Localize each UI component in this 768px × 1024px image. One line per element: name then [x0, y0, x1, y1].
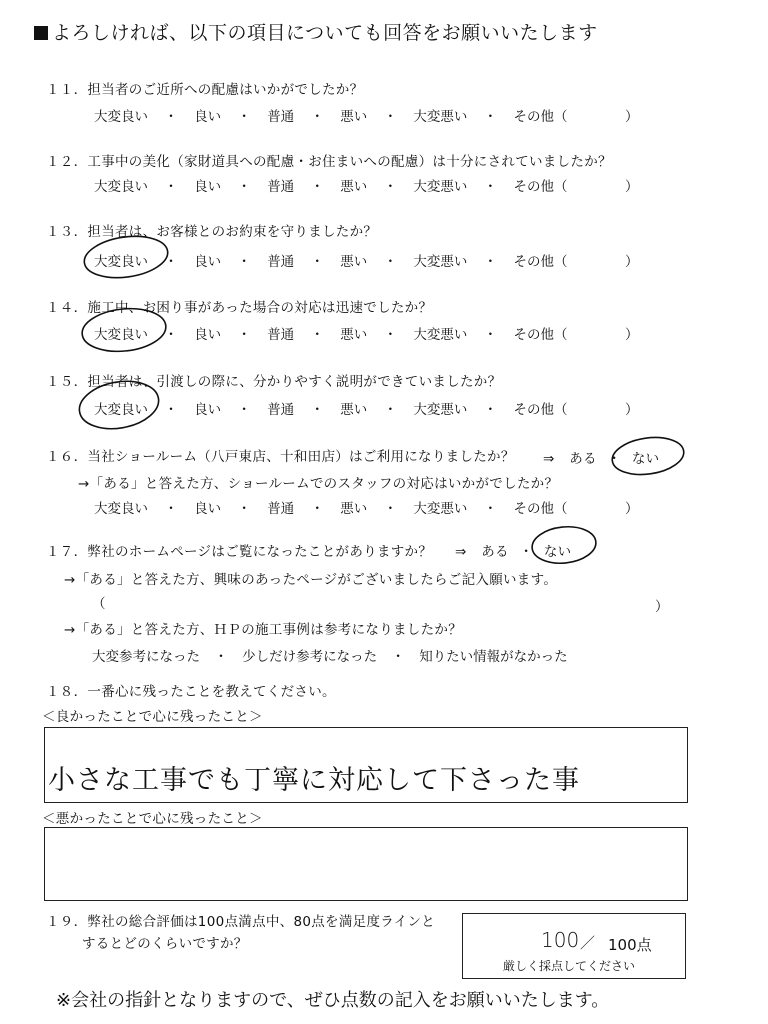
- separator: ・: [164, 501, 178, 517]
- other-close-paren: ）: [625, 254, 639, 270]
- option-very-bad[interactable]: 大変悪い: [413, 109, 468, 125]
- separator: ・: [483, 327, 498, 343]
- other-close-paren: ）: [625, 501, 639, 517]
- option-good[interactable]: 良い: [194, 109, 222, 125]
- separator: ・: [310, 501, 324, 517]
- good-memory-label: ＜良かったことで心に残ったこと＞: [42, 709, 263, 725]
- separator: ・: [483, 501, 498, 517]
- score-note: 厳しく採点してください: [503, 959, 636, 973]
- arrow-right-icon: ⇒: [543, 451, 555, 467]
- other-close-paren: ）: [625, 402, 639, 418]
- q17-followup-2: →「ある」と答えた方、ＨＰの施工事例は参考になりましたか？: [64, 622, 463, 638]
- option-good[interactable]: 良い: [194, 501, 222, 517]
- bad-memory-label: ＜悪かったことで心に残ったこと＞: [42, 811, 263, 827]
- separator: ・: [164, 327, 178, 343]
- q16-answer-row: [543, 447, 659, 467]
- option-average[interactable]: 普通: [267, 501, 295, 517]
- option-very-bad[interactable]: 大変悪い: [413, 501, 468, 517]
- option-bad[interactable]: 悪い: [340, 109, 368, 125]
- option-very-good[interactable]: 大変良い: [94, 109, 148, 125]
- separator: ・: [383, 179, 398, 195]
- q17-followup-1: →「ある」と答えた方、興味のあったページがございましたらご記入願います。: [64, 572, 558, 588]
- option-bad[interactable]: 悪い: [340, 327, 368, 343]
- separator: ・: [237, 109, 251, 125]
- question-18: １８．一番心に残ったことを教えてください。: [46, 684, 336, 700]
- options-16: [94, 497, 567, 517]
- option-other[interactable]: その他（: [513, 109, 568, 125]
- q16-option-yes[interactable]: ある: [569, 451, 597, 467]
- option-other[interactable]: その他（: [513, 327, 568, 343]
- separator: ・: [383, 109, 398, 125]
- separator: ・: [383, 327, 398, 343]
- question-13: １３．担当者は、お客様とのお約束を守りましたか？: [46, 224, 378, 240]
- q17-paren-open: （: [92, 596, 106, 612]
- separator: ・: [310, 402, 324, 418]
- score-max: 100点: [608, 936, 652, 954]
- option-good[interactable]: 良い: [194, 179, 222, 195]
- option-average[interactable]: 普通: [267, 109, 295, 125]
- separator: ・: [383, 254, 398, 270]
- option-average[interactable]: 普通: [267, 179, 295, 195]
- separator: ・: [483, 109, 498, 125]
- separator: ・: [310, 109, 324, 125]
- question-11: １１．担当者のご近所への配慮はいかがでしたか？: [46, 82, 364, 98]
- option-other[interactable]: その他（: [513, 501, 568, 517]
- option-bad[interactable]: 悪い: [340, 402, 368, 418]
- separator: ・: [164, 254, 178, 270]
- bad-memory-box[interactable]: [44, 827, 688, 901]
- option-other[interactable]: その他（: [513, 402, 568, 418]
- question-15: １５．担当者は、引渡しの際に、分かりやすく説明ができていましたか？: [46, 374, 502, 390]
- separator: ・: [310, 327, 324, 343]
- arrow-right-icon: ⇒: [455, 544, 467, 560]
- separator: ・: [237, 327, 251, 343]
- separator: ・: [237, 402, 251, 418]
- option-good[interactable]: 良い: [194, 254, 222, 270]
- option-bad[interactable]: 悪い: [340, 179, 368, 195]
- question-14: １４．施工中、お困り事があった場合の対応は迅速でしたか？: [46, 300, 433, 316]
- separator: ・: [607, 451, 622, 467]
- options-15: [94, 398, 567, 418]
- option-very-good-selected[interactable]: 大変良い: [94, 254, 148, 270]
- option-bad[interactable]: 悪い: [340, 501, 368, 517]
- option-very-helpful[interactable]: 大変参考になった: [92, 649, 200, 665]
- option-average[interactable]: 普通: [267, 402, 295, 418]
- other-close-paren: ）: [625, 327, 639, 343]
- separator: ・: [310, 254, 324, 270]
- option-very-bad[interactable]: 大変悪い: [413, 402, 468, 418]
- question-17: １７．弊社のホームページはご覧になったことがありますか？: [46, 544, 433, 560]
- separator: ・: [483, 179, 498, 195]
- option-very-good-selected[interactable]: 大変良い: [94, 402, 148, 418]
- options-13: [94, 250, 567, 270]
- q17-option-yes[interactable]: ある: [481, 544, 509, 560]
- option-very-good[interactable]: 大変良い: [94, 501, 148, 517]
- options-11: [94, 105, 567, 125]
- separator: ・: [214, 649, 228, 665]
- separator: ・: [237, 179, 251, 195]
- option-very-bad[interactable]: 大変悪い: [413, 254, 468, 270]
- footer-note: ※会社の指針となりますので、ぜひ点数の記入をお願いいたします。: [56, 990, 610, 1011]
- option-very-good[interactable]: 大変良い: [94, 179, 148, 195]
- options-12: [94, 175, 567, 195]
- separator: ・: [519, 544, 534, 560]
- option-not-helpful[interactable]: 知りたい情報がなかった: [419, 649, 568, 665]
- option-other[interactable]: その他（: [513, 254, 568, 270]
- survey-header: [34, 18, 598, 45]
- question-16: [46, 445, 515, 465]
- separator: ・: [383, 501, 398, 517]
- option-other[interactable]: その他（: [513, 179, 568, 195]
- square-bullet-icon: [34, 26, 48, 40]
- question-16-text: １６．当社ショールーム（八戸東店、十和田店）はご利用になりましたか？: [46, 449, 515, 465]
- question-12: １２．工事中の美化（家財道具への配慮・お住まいへの配慮）は十分にされていましたか？: [46, 154, 612, 170]
- q17-answer-row: [455, 540, 571, 560]
- q16-followup: →「ある」と答えた方、ショールームでのスタッフの対応はいかがでしたか？: [78, 476, 559, 492]
- separator: ・: [483, 402, 498, 418]
- q17-option-no-selected[interactable]: ない: [543, 544, 572, 560]
- option-very-bad[interactable]: 大変悪い: [413, 327, 468, 343]
- separator: ・: [164, 402, 178, 418]
- q16-option-no-selected[interactable]: ない: [631, 451, 660, 467]
- option-good[interactable]: 良い: [194, 327, 222, 343]
- separator: ・: [237, 501, 251, 517]
- good-memory-answer: 小さな工事でも丁寧に対応して下さった事: [48, 765, 580, 796]
- separator: ・: [383, 402, 398, 418]
- option-slightly-helpful[interactable]: 少しだけ参考になった: [242, 649, 378, 665]
- option-very-good-selected[interactable]: 大変良い: [94, 327, 148, 343]
- q17-paren-close: ）: [655, 599, 669, 615]
- other-close-paren: ）: [625, 109, 639, 125]
- q17-options: [92, 645, 568, 665]
- separator: ・: [310, 179, 324, 195]
- separator: ・: [164, 179, 178, 195]
- option-good[interactable]: 良い: [194, 402, 222, 418]
- question-19-line2: するとどのくらいですか？: [82, 936, 248, 952]
- separator: ・: [483, 254, 498, 270]
- option-very-bad[interactable]: 大変悪い: [413, 179, 468, 195]
- separator: ・: [237, 254, 251, 270]
- option-bad[interactable]: 悪い: [340, 254, 368, 270]
- score-value: 100: [541, 928, 580, 952]
- score-slash: ／: [580, 934, 596, 952]
- other-close-paren: ）: [625, 179, 639, 195]
- header-text: よろしければ、以下の項目についても回答をお願いいたします: [52, 22, 598, 44]
- separator: ・: [391, 649, 405, 665]
- separator: ・: [164, 109, 178, 125]
- question-19-line1: １９．弊社の総合評価は100点満点中、80点を満足度ラインと: [46, 914, 436, 930]
- options-14: [94, 323, 567, 343]
- option-average[interactable]: 普通: [267, 327, 295, 343]
- option-average[interactable]: 普通: [267, 254, 295, 270]
